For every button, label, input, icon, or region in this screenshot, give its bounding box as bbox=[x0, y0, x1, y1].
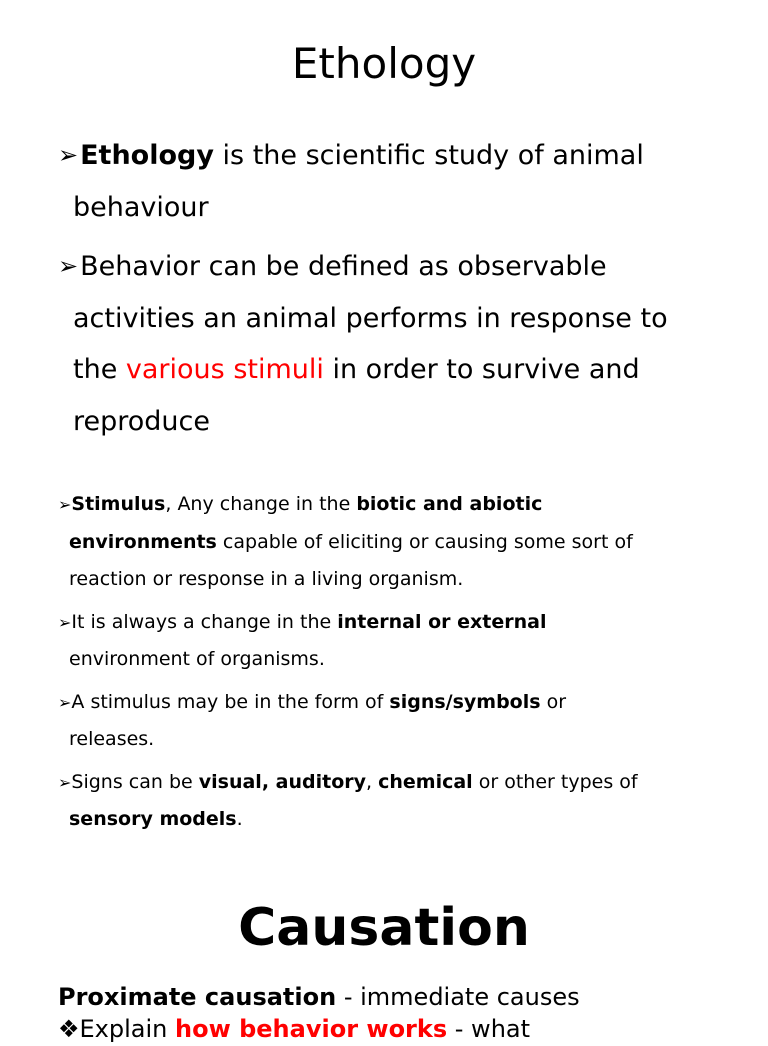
stimulus-text-cont: capable of eliciting or causing some sort of bbox=[216, 530, 633, 553]
term-signs-symbols: signs/symbols bbox=[389, 690, 541, 713]
term-visual-auditory: visual, auditory bbox=[198, 770, 367, 793]
highlight-how-behavior-works: how behavior works bbox=[175, 1015, 448, 1043]
behavior-text-cont: activities an animal performs in response to bbox=[73, 302, 668, 334]
explain-text-cont: - what bbox=[447, 1015, 531, 1043]
slide-title: Ethology bbox=[291, 39, 477, 88]
form-text: A stimulus may be in the form of bbox=[71, 690, 390, 713]
arrow-bullet-icon: ➢ bbox=[58, 772, 72, 792]
behavior-pre: the bbox=[73, 354, 126, 385]
stimulus-text: , Any change in the bbox=[165, 493, 357, 515]
signs-period: . bbox=[236, 808, 243, 830]
term-chemical: chemical bbox=[378, 770, 473, 793]
bullet-form bbox=[58, 684, 738, 759]
bullet-behavior bbox=[58, 241, 738, 436]
form-text-or: or bbox=[540, 690, 567, 713]
arrow-bullet-icon: ➢ bbox=[58, 692, 72, 712]
arrow-bullet-icon: ➢ bbox=[58, 495, 72, 514]
explain-line bbox=[58, 1012, 530, 1046]
bullet-signs bbox=[58, 764, 738, 839]
arrow-bullet-icon: ➢ bbox=[58, 252, 79, 280]
diamond-bullet-icon: ❖ bbox=[58, 1015, 80, 1043]
signs-text-cont: or other types of bbox=[472, 770, 638, 793]
signs-text: Signs can be bbox=[71, 770, 199, 793]
causation-heading: Causation bbox=[238, 898, 530, 958]
proximate-text: - immediate causes bbox=[336, 983, 580, 1011]
change-text: It is always a change in the bbox=[71, 610, 338, 633]
term-biotic-abiotic: biotic and abiotic bbox=[356, 493, 543, 515]
bullet-definition bbox=[58, 130, 738, 233]
bullet-stimulus bbox=[58, 486, 738, 599]
term-ethology: Ethology bbox=[80, 140, 214, 171]
form-text-cont: releases. bbox=[69, 728, 155, 750]
signs-comma: , bbox=[366, 770, 379, 793]
term-environments: environments bbox=[69, 530, 217, 553]
bullet-change bbox=[58, 604, 738, 679]
behavior-text-line4: reproduce bbox=[73, 405, 210, 436]
ethology-bullets bbox=[58, 130, 738, 436]
term-internal-external: internal or external bbox=[337, 610, 547, 633]
term-proximate-causation: Proximate causation bbox=[58, 983, 337, 1011]
change-text-cont: environment of organisms. bbox=[69, 648, 325, 670]
stimulus-bullets bbox=[58, 486, 738, 844]
term-sensory-models: sensory models bbox=[69, 808, 237, 830]
highlight-various-stimuli: various stimuli bbox=[125, 354, 324, 385]
arrow-bullet-icon: ➢ bbox=[58, 141, 79, 169]
definition-text-cont: behaviour bbox=[73, 191, 209, 223]
behavior-post: in order to survive and bbox=[323, 354, 640, 385]
stimulus-text-line3: reaction or response in a living organism. bbox=[69, 568, 464, 590]
definition-text: is the scientific study of animal bbox=[213, 140, 644, 171]
behavior-text-line3 bbox=[58, 344, 640, 396]
explain-text: Explain bbox=[79, 1015, 175, 1043]
arrow-bullet-icon: ➢ bbox=[58, 612, 72, 632]
behavior-text: Behavior can be defined as observable bbox=[80, 251, 607, 282]
term-stimulus: Stimulus bbox=[71, 493, 166, 515]
proximate-causation-line bbox=[58, 980, 580, 1014]
